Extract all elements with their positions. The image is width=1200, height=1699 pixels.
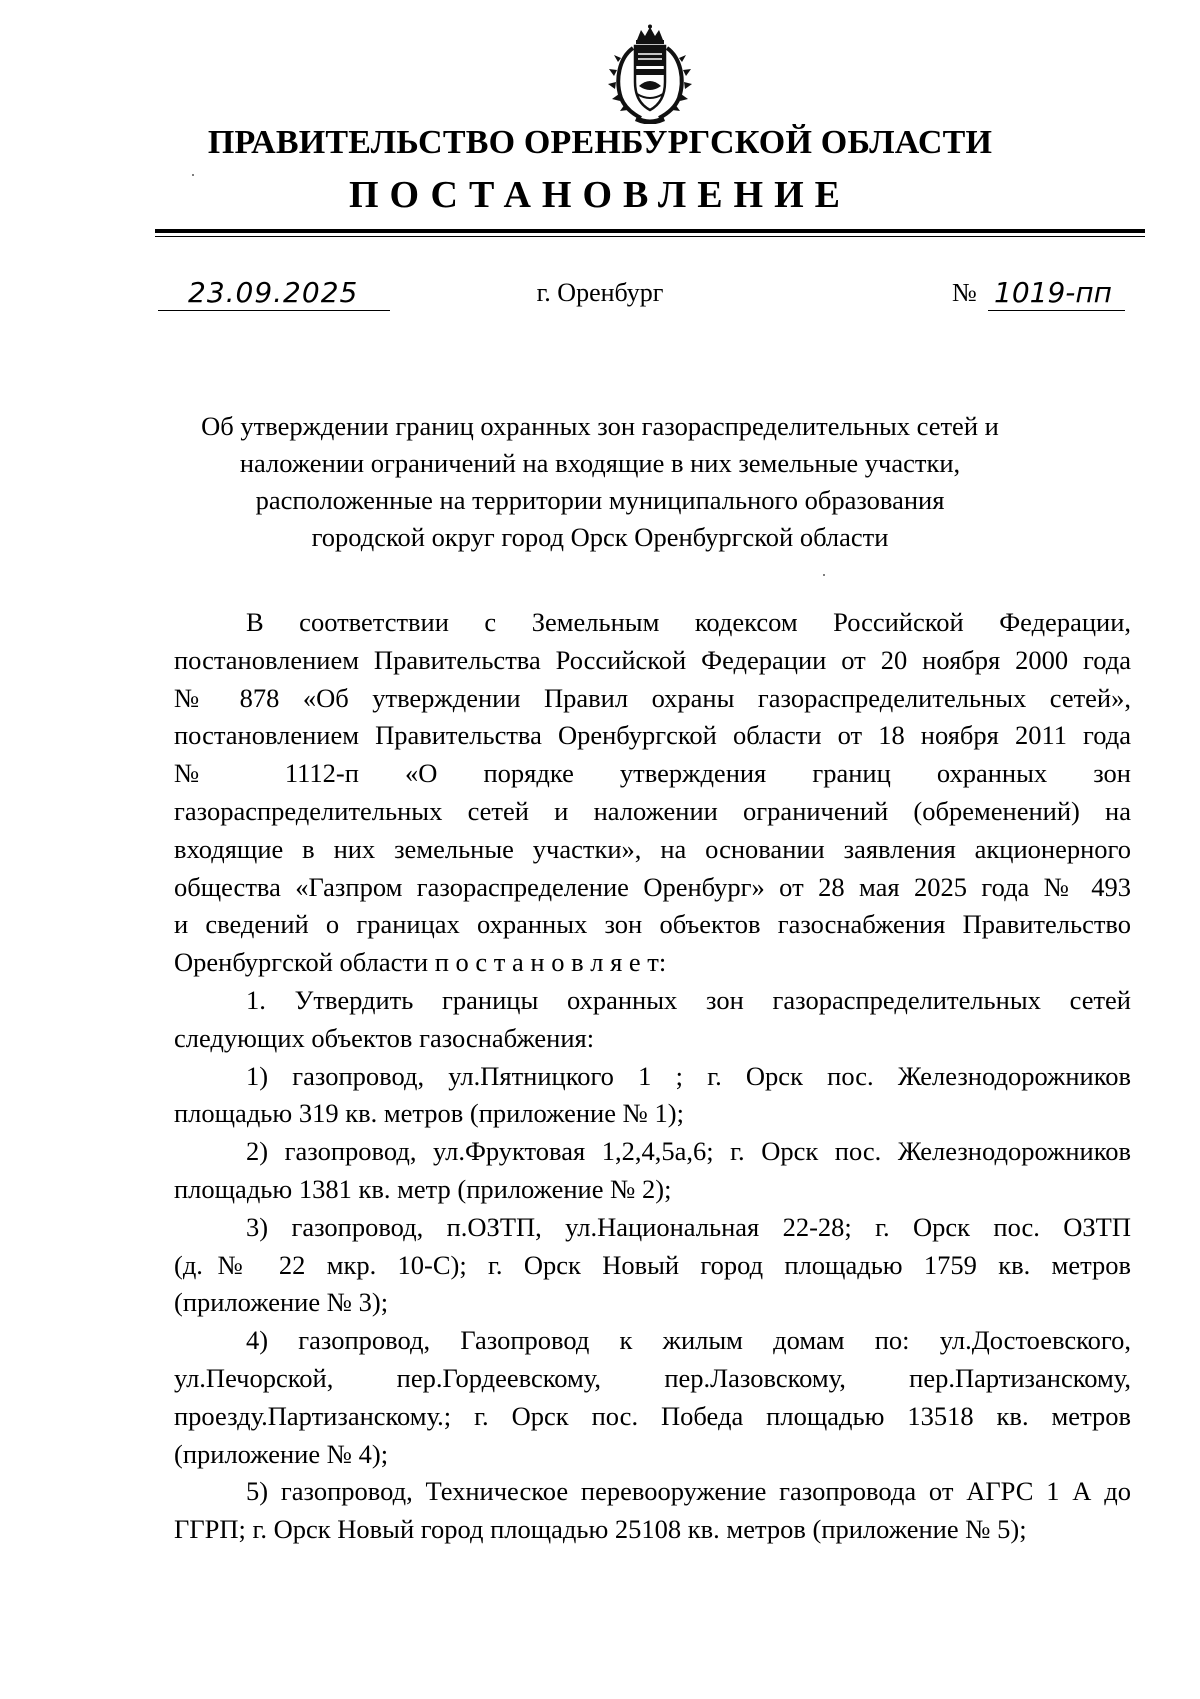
list-item — [174, 1058, 1131, 1134]
document-body — [174, 604, 1131, 1549]
resolution-verb: п о с т а н о в л я е т: — [434, 947, 667, 978]
body-line: площадью 1381 кв. метр (приложение № 2); — [174, 1173, 672, 1204]
body-line — [174, 1247, 1131, 1285]
body-line — [174, 680, 1131, 718]
point-1-paragraph — [174, 982, 1131, 1058]
line-text: В соответствии с Земельным кодексом Российской Федерации, — [246, 607, 1131, 637]
body-line — [174, 793, 1131, 831]
body-line — [174, 717, 1131, 755]
body-line — [174, 831, 1131, 869]
government-title: ПРАВИТЕЛЬСТВО ОРЕНБУРГСКОЙ ОБЛАСТИ — [207, 124, 993, 161]
subject-line: Об утверждении границ охранных зон газораспределительных сетей и — [201, 411, 999, 441]
city-label: г. Оренбург — [536, 278, 664, 307]
handwritten-date: 23.09.2025 — [188, 276, 359, 309]
line-text: постановлением Правительства Российской Федерации от 20 ноября 2000 года — [174, 644, 1131, 675]
body-line — [174, 1058, 1131, 1096]
line-text: газораспределительных сетей и наложении ограничений (обременений) на — [174, 795, 1131, 826]
handwritten-number: 1019-пп — [994, 276, 1112, 309]
body-line — [174, 1398, 1131, 1436]
line-text: 1. Утвердить границы охранных зон газораспределительных сетей — [246, 984, 1131, 1015]
line-text: № 878 «Об утверждении Правил охраны газораспределительных сетей», — [174, 682, 1131, 713]
line-text: входящие в них земельные участки», на основании заявления акционерного — [174, 833, 1131, 864]
subject-line: городской округ город Орск Оренбургской области — [311, 522, 889, 552]
line-text: 1) газопровод, ул.Пятницкого 1 ; г. Орск пос. Железнодорожников — [246, 1060, 1131, 1091]
list-item — [174, 1322, 1131, 1473]
scan-speck — [192, 174, 194, 176]
body-line — [174, 869, 1131, 907]
line-text: постановлением Правительства Оренбургской области от 18 ноября 2011 года — [174, 720, 1131, 751]
line-text: проезду.Партизанскому.; г. Орск пос. Победа площадью 13518 кв. метров — [174, 1400, 1131, 1431]
header-rule-thick — [155, 229, 1145, 233]
body-line — [174, 642, 1131, 680]
body-line — [174, 982, 1131, 1020]
body-line — [174, 1473, 1131, 1511]
document-type-title: ПОСТАНОВЛЕНИЕ — [348, 174, 852, 216]
body-line — [174, 604, 1131, 642]
subject-line: расположенные на территории муниципального образования — [255, 485, 945, 515]
line-text: 4) газопровод, Газопровод к жилым домам по: ул.Достоевского, — [246, 1325, 1131, 1356]
body-line: (приложение № 3); — [174, 1287, 389, 1318]
number-label: № — [952, 278, 977, 307]
list-item — [174, 1473, 1131, 1549]
list-item — [174, 1209, 1131, 1322]
line-text: № 1112-п «О порядке утверждения границ охранных зон — [174, 758, 1131, 789]
coat-of-arms-emblem — [607, 24, 693, 124]
header-rule-thin — [155, 236, 1145, 237]
body-line: площадью 319 кв. метров (приложение № 1); — [174, 1098, 684, 1129]
body-line — [174, 1360, 1131, 1398]
body-line: (приложение № 4); — [174, 1438, 389, 1469]
list-item — [174, 1133, 1131, 1209]
line-text: 3) газопровод, п.ОЗТП, ул.Национальная 22-28; г. Орск пос. ОЗТП — [246, 1211, 1131, 1242]
body-line — [174, 906, 1131, 944]
body-line — [174, 944, 1131, 982]
line-text: общества «Газпром газораспределение Оренбург» от 28 мая 2025 года № 493 — [174, 871, 1131, 902]
preamble-paragraph — [174, 604, 1131, 982]
number-field — [988, 276, 1125, 311]
line-text: и сведений о границах охранных зон объектов газоснабжения Правительство — [174, 909, 1131, 940]
body-line: следующих объектов газоснабжения: — [174, 1022, 595, 1053]
scan-speck — [823, 574, 825, 576]
document-subject — [0, 408, 1200, 556]
body-line — [174, 755, 1131, 793]
body-line — [174, 1133, 1131, 1171]
line-text: ул.Печорской, пер.Гордеевскому, пер.Лазовскому, пер.Партизанскому, — [174, 1362, 1131, 1393]
line-text: (д.№ 22 мкр. 10-С); г. Орск Новый город площадью 1759 кв. метров — [174, 1249, 1131, 1280]
subject-line: наложении ограничений на входящие в них земельные участки, — [239, 448, 961, 478]
body-line: ГГРП; г. Орск Новый город площадью 25108 кв. метров (приложение № 5); — [174, 1514, 1027, 1545]
body-line — [174, 1322, 1131, 1360]
body-text: Оренбургской области — [174, 947, 435, 978]
line-text: 5) газопровод, Техническое перевооружение газопровода от АГРС 1 А до — [246, 1476, 1131, 1507]
body-line — [174, 1209, 1131, 1247]
line-text: 2) газопровод, ул.Фруктовая 1,2,4,5а,6; г. Орск пос. Железнодорожников — [246, 1136, 1131, 1167]
